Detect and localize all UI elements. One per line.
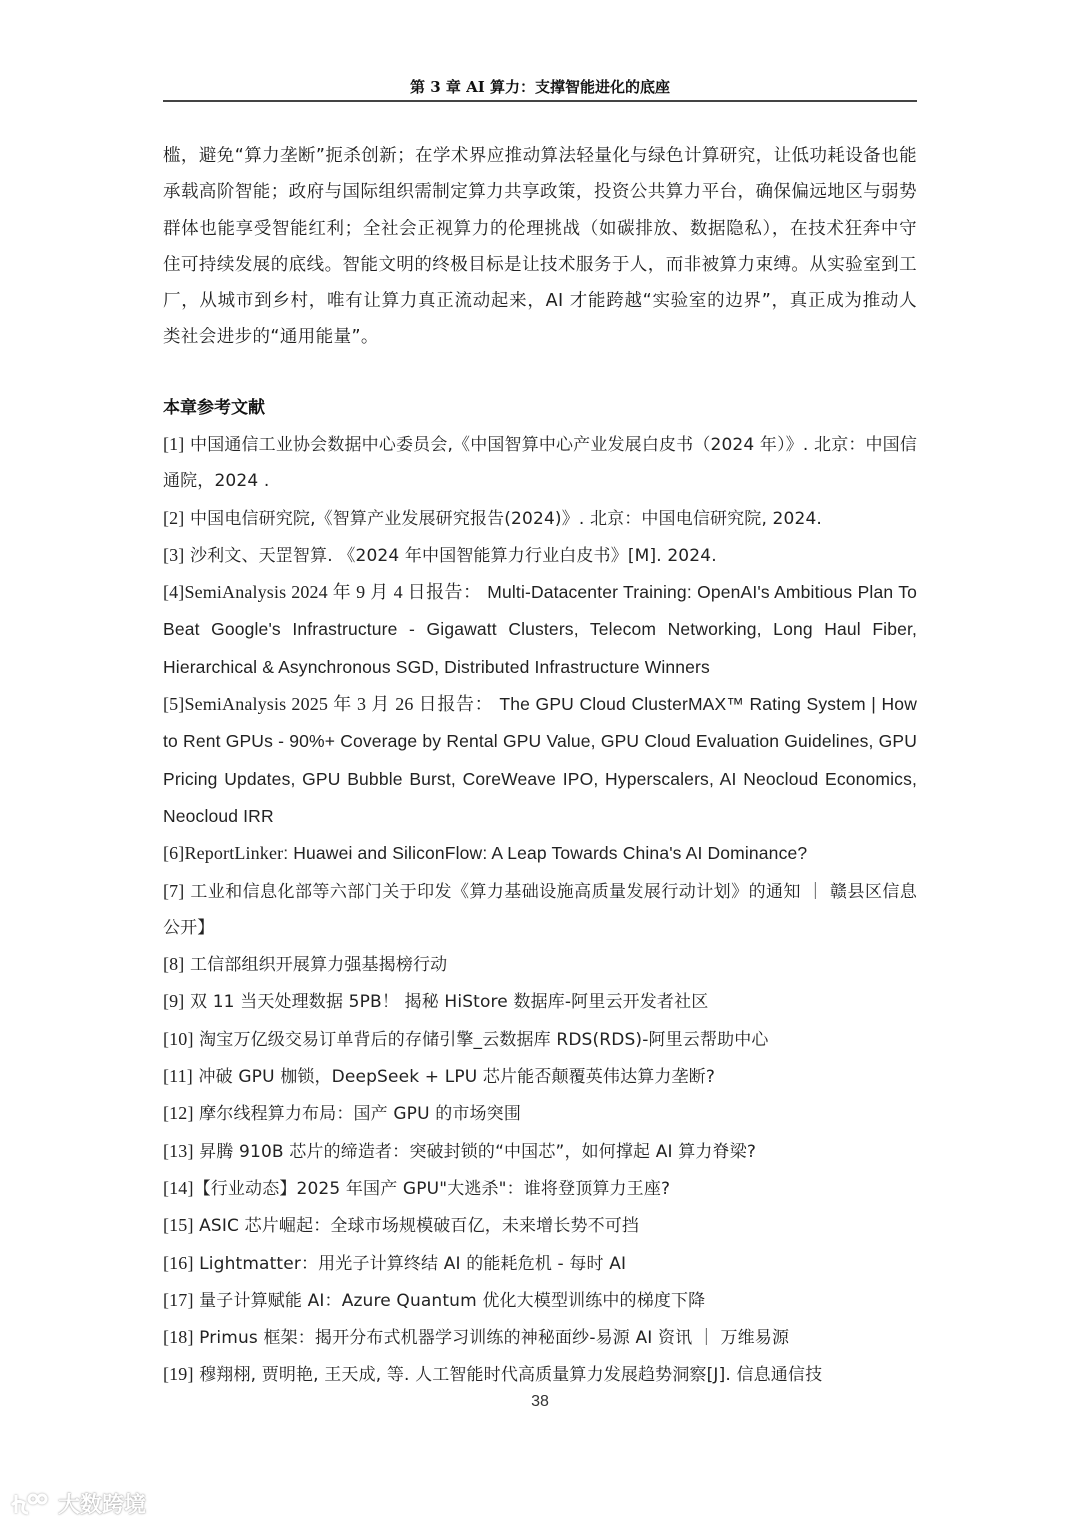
reference-item-19 xyxy=(163,1356,917,1393)
reference-text: 昇腾 910B 芯片的缔造者：突破封锁的“中国芯”，如何撑起 AI 算力脊梁? xyxy=(199,1141,757,1162)
reference-number: [1] xyxy=(163,434,185,454)
reference-number: [10] xyxy=(163,1028,194,1049)
reference-number: [6] xyxy=(163,843,185,864)
references-title: 本章参考文献 xyxy=(163,398,265,418)
reference-number: [5] xyxy=(163,694,185,715)
references-list xyxy=(163,426,917,1394)
reference-item-15 xyxy=(163,1207,917,1244)
reference-item-13 xyxy=(163,1133,917,1170)
reference-text: Lightmatter：用光子计算终结 AI 的能耗危机 - 每时 AI xyxy=(199,1253,627,1274)
reference-text: Multi-Datacenter Training: OpenAI's Ambitious Plan To Beat Google's Infrastructure - Gigawatt Clusters, Telecom Networking, Long Haul Fiber, Hierarchical & Asynchronous SGD, Distributed Infrastructure Winners xyxy=(163,582,917,677)
1000-logo-icon xyxy=(10,1491,54,1517)
watermark xyxy=(10,1488,146,1519)
reference-item-9 xyxy=(163,983,917,1020)
reference-item-10 xyxy=(163,1021,917,1058)
reference-number: [2] xyxy=(163,507,185,528)
reference-item-5 xyxy=(163,686,917,835)
reference-text: 中国通信工业协会数据中心委员会,《中国智算中心产业发展白皮书（2024 年）》. 北京：中国信通院，2024 . xyxy=(163,435,917,492)
page-number: 38 xyxy=(531,1393,549,1410)
reference-item-3 xyxy=(163,537,917,574)
reference-number: [4] xyxy=(163,582,185,603)
reference-text: 沙利文、天罡智算. 《2024 年中国智能算力行业白皮书》[M]. 2024. xyxy=(190,545,717,566)
header-divider xyxy=(163,100,917,102)
reference-number: [7] xyxy=(163,880,185,901)
reference-item-14 xyxy=(163,1170,917,1207)
reference-number: [13] xyxy=(163,1140,194,1161)
reference-number: [12] xyxy=(163,1103,194,1124)
reference-item-8 xyxy=(163,946,917,983)
reference-text: 双 11 当天处理数据 5PB！ 揭秘 HiStore 数据库-阿里云开发者社区 xyxy=(190,992,709,1013)
reference-text: 冲破 GPU 枷锁，DeepSeek + LPU 芯片能否颠覆英伟达算力垄断? xyxy=(198,1067,716,1088)
reference-number: [11] xyxy=(163,1066,193,1087)
reference-text: 摩尔线程算力布局：国产 GPU 的市场突围 xyxy=(199,1104,521,1125)
reference-source: SemiAnalysis 2025 年 3 月 26 日报告： xyxy=(184,694,494,715)
reference-item-12 xyxy=(163,1095,917,1132)
reference-number: [8] xyxy=(163,954,185,975)
reference-item-18 xyxy=(163,1319,917,1356)
reference-text: 工信部组织开展算力强基揭榜行动 xyxy=(190,955,448,976)
reference-item-16 xyxy=(163,1245,917,1282)
reference-source: SemiAnalysis 2024 年 9 月 4 日报告： xyxy=(184,582,482,603)
reference-item-4 xyxy=(163,574,917,686)
reference-number: [3] xyxy=(163,544,185,565)
reference-item-17 xyxy=(163,1282,917,1319)
reference-number: [19] xyxy=(163,1364,194,1385)
reference-text: ASIC 芯片崛起：全球市场规模破百亿，未来增长势不可挡 xyxy=(199,1216,640,1237)
reference-text: 淘宝万亿级交易订单背后的存储引擎_云数据库 RDS(RDS)-阿里云帮助中心 xyxy=(199,1029,769,1050)
reference-number: [9] xyxy=(163,991,185,1012)
reference-text: 穆翔栩, 贾明艳, 王天成, 等. 人工智能时代高质量算力发展趋势洞察[J]. 信息通信技 xyxy=(199,1365,823,1386)
reference-number: [17] xyxy=(163,1289,194,1310)
reference-source: ReportLinker xyxy=(184,843,284,864)
reference-text: 工业和信息化部等六部门关于印发《算力基础设施高质量发展行动计划》的通知 ｜ 赣县区信息公开】 xyxy=(163,881,917,938)
chapter-header: 第 3 章 AI 算力：支撑智能进化的底座 xyxy=(410,78,670,96)
reference-item-1 xyxy=(163,426,917,500)
reference-text: 中国电信研究院,《智算产业发展研究报告(2024)》. 北京：中国电信研究院, 2024. xyxy=(190,508,822,529)
reference-text: : Huawei and SiliconFlow: A Leap Towards China's AI Dominance? xyxy=(283,843,808,864)
reference-number: [14] xyxy=(163,1177,194,1198)
reference-text: 量子计算赋能 AI：Azure Quantum 优化大模型训练中的梯度下降 xyxy=(199,1290,706,1311)
reference-item-11 xyxy=(163,1058,917,1095)
reference-item-2 xyxy=(163,500,917,537)
reference-number: [15] xyxy=(163,1215,194,1236)
reference-text: The GPU Cloud ClusterMAX™ Rating System | How to Rent GPUs - 90%+ Coverage by Rental GPU Value, GPU Cloud Evaluation Guidelines, GPU Pricing Updates, GPU Bubble Burst, CoreWeave IPO, Hyperscalers, AI Neocloud Economics, Neocloud IRR xyxy=(163,694,917,826)
reference-text: 【行业动态】2025 年国产 GPU"大逃杀"：谁将登顶算力王座? xyxy=(193,1178,671,1199)
reference-number: [18] xyxy=(163,1327,194,1348)
reference-text: Primus 框架：揭开分布式机器学习训练的神秘面纱-易源 AI 资讯 ｜ 万维易源 xyxy=(199,1328,790,1349)
reference-number: [16] xyxy=(163,1252,194,1273)
body-paragraph: 槛，避免“算力垄断”扼杀创新；在学术界应推动算法轻量化与绿色计算研究，让低功耗设备也能承载高阶智能；政府与国际组织需制定算力共享政策，投资公共算力平台，确保偏远地区与弱势群体也能享受智能红利；全社会正视算力的伦理挑战（如碳排放、数据隐私），在技术狂奔中守住可持续发展的底线。智能文明的终极目标是让技术服务于人，而非被算力束缚。从实验室到工厂，从城市到乡村，唯有让算力真正流动起来，AI 才能跨越“实验室的边界”，真正成为推动人类社会进步的“通用能量”。 xyxy=(163,146,917,348)
reference-item-7 xyxy=(163,873,917,947)
watermark-text: 大数跨境 xyxy=(58,1493,147,1518)
reference-item-6 xyxy=(163,835,917,872)
